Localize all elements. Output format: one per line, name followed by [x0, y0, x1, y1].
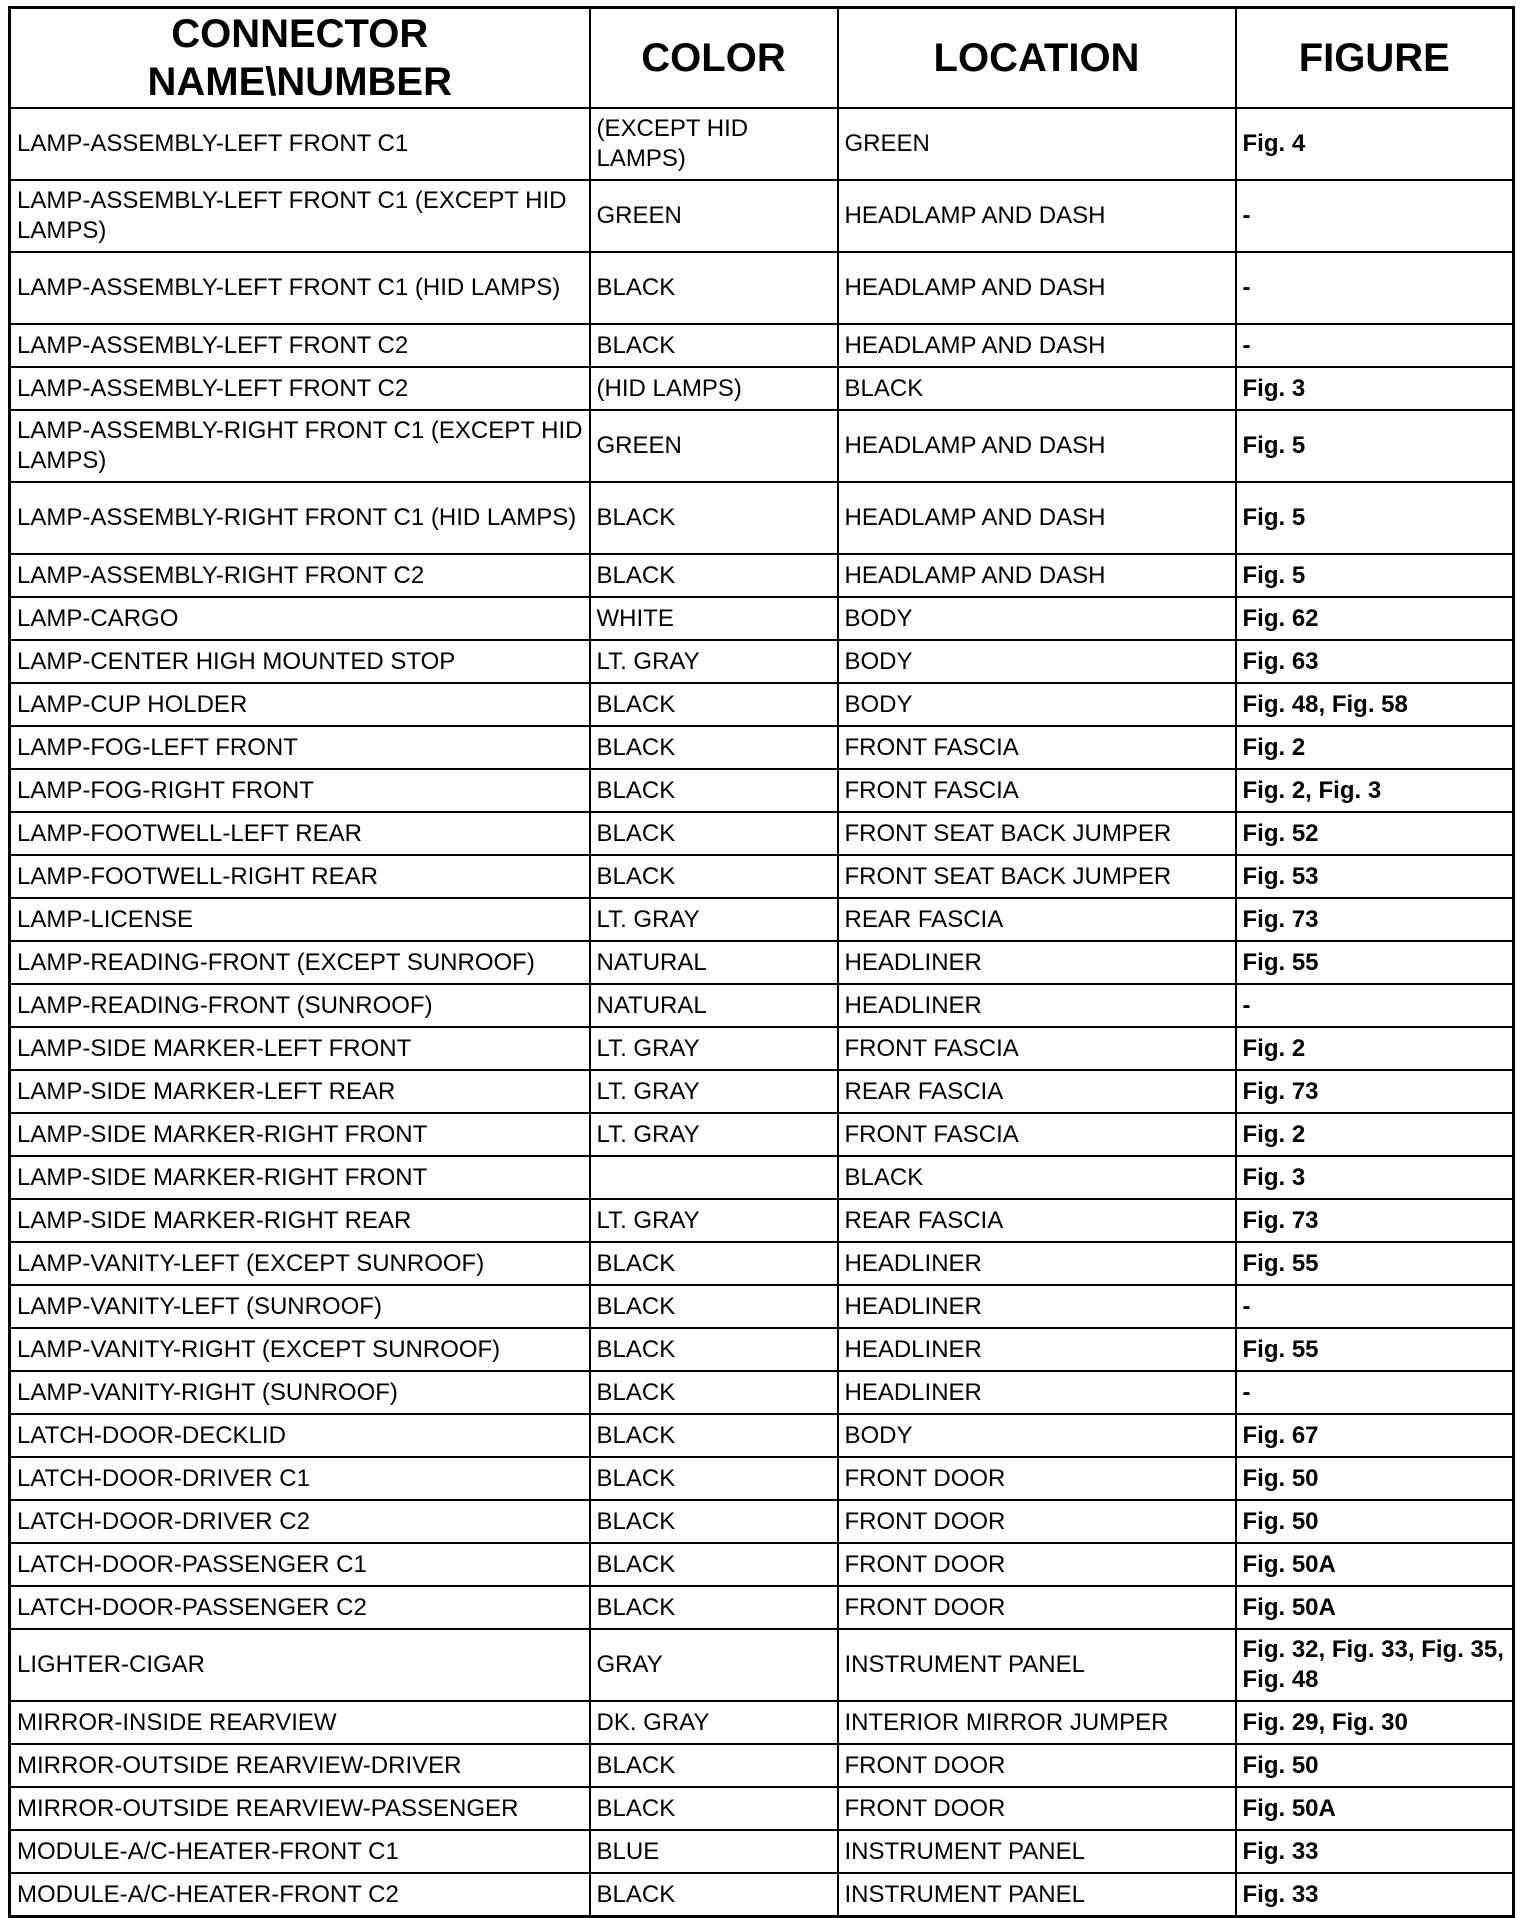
cell-location: FRONT FASCIA	[838, 726, 1236, 769]
cell-color: LT. GRAY	[590, 1113, 838, 1156]
cell-figure: Fig. 62	[1236, 597, 1514, 640]
table-row	[10, 554, 1514, 597]
cell-color: BLACK	[590, 252, 838, 324]
cell-location: BODY	[838, 640, 1236, 683]
cell-figure: -	[1236, 1285, 1514, 1328]
header-row	[10, 8, 1514, 109]
cell-color: BLACK	[590, 1500, 838, 1543]
cell-figure: Fig. 52	[1236, 812, 1514, 855]
cell-figure: Fig. 55	[1236, 1242, 1514, 1285]
table-row	[10, 1199, 1514, 1242]
table-row	[10, 108, 1514, 180]
cell-color: BLUE	[590, 1830, 838, 1873]
table-row	[10, 252, 1514, 324]
cell-color: LT. GRAY	[590, 898, 838, 941]
table-row	[10, 855, 1514, 898]
cell-color: (HID LAMPS)	[590, 367, 838, 410]
header-name-line1: CONNECTOR	[171, 12, 429, 56]
cell-connector-name: LAMP-ASSEMBLY-RIGHT FRONT C1 (EXCEPT HID LAMPS)	[10, 410, 590, 482]
cell-connector-name: LATCH-DOOR-PASSENGER C2	[10, 1586, 590, 1629]
cell-color: GREEN	[590, 410, 838, 482]
cell-color: (EXCEPT HID LAMPS)	[590, 108, 838, 180]
cell-connector-name: LAMP-FOG-LEFT FRONT	[10, 726, 590, 769]
cell-color	[590, 1156, 838, 1199]
cell-figure: Fig. 5	[1236, 482, 1514, 554]
cell-figure: Fig. 50	[1236, 1457, 1514, 1500]
table-row	[10, 1457, 1514, 1500]
cell-figure: -	[1236, 180, 1514, 252]
table-row	[10, 1371, 1514, 1414]
cell-figure: Fig. 73	[1236, 898, 1514, 941]
cell-connector-name: LAMP-VANITY-LEFT (EXCEPT SUNROOF)	[10, 1242, 590, 1285]
table-row	[10, 482, 1514, 554]
cell-color: NATURAL	[590, 984, 838, 1027]
cell-location: BODY	[838, 597, 1236, 640]
cell-figure: Fig. 32, Fig. 33, Fig. 35, Fig. 48	[1236, 1629, 1514, 1701]
table-body	[10, 108, 1514, 1917]
cell-color: BLACK	[590, 1787, 838, 1830]
table-row	[10, 1156, 1514, 1199]
cell-color: BLACK	[590, 726, 838, 769]
connector-table	[8, 6, 1515, 1918]
table-row	[10, 1242, 1514, 1285]
cell-location: HEADLINER	[838, 1242, 1236, 1285]
table-row	[10, 898, 1514, 941]
cell-color: BLACK	[590, 554, 838, 597]
cell-color: BLACK	[590, 812, 838, 855]
cell-color: BLACK	[590, 1543, 838, 1586]
cell-figure: Fig. 50A	[1236, 1787, 1514, 1830]
cell-figure: Fig. 3	[1236, 1156, 1514, 1199]
cell-color: LT. GRAY	[590, 640, 838, 683]
cell-color: BLACK	[590, 1457, 838, 1500]
cell-location: FRONT SEAT BACK JUMPER	[838, 855, 1236, 898]
cell-color: LT. GRAY	[590, 1199, 838, 1242]
table-row	[10, 324, 1514, 367]
cell-figure: Fig. 2	[1236, 1113, 1514, 1156]
cell-connector-name: MODULE-A/C-HEATER-FRONT C2	[10, 1873, 590, 1917]
cell-figure: Fig. 55	[1236, 1328, 1514, 1371]
cell-color: BLACK	[590, 769, 838, 812]
table-row	[10, 1586, 1514, 1629]
cell-location: HEADLINER	[838, 984, 1236, 1027]
cell-connector-name: LAMP-ASSEMBLY-LEFT FRONT C2	[10, 367, 590, 410]
cell-location: HEADLINER	[838, 941, 1236, 984]
cell-connector-name: LAMP-FOG-RIGHT FRONT	[10, 769, 590, 812]
cell-figure: Fig. 33	[1236, 1830, 1514, 1873]
cell-figure: Fig. 67	[1236, 1414, 1514, 1457]
cell-connector-name: LAMP-ASSEMBLY-LEFT FRONT C1	[10, 108, 590, 180]
cell-figure: Fig. 73	[1236, 1070, 1514, 1113]
cell-location: HEADLAMP AND DASH	[838, 252, 1236, 324]
cell-color: BLACK	[590, 1744, 838, 1787]
cell-figure: -	[1236, 252, 1514, 324]
cell-connector-name: LATCH-DOOR-DECKLID	[10, 1414, 590, 1457]
cell-figure: Fig. 50	[1236, 1744, 1514, 1787]
header-location: LOCATION	[838, 8, 1236, 109]
table-row	[10, 941, 1514, 984]
cell-location: BLACK	[838, 367, 1236, 410]
cell-color: BLACK	[590, 1873, 838, 1917]
header-name-line2: NAME\NUMBER	[147, 60, 452, 104]
cell-color: BLACK	[590, 1586, 838, 1629]
cell-location: HEADLINER	[838, 1285, 1236, 1328]
cell-figure: Fig. 4	[1236, 108, 1514, 180]
table-row	[10, 180, 1514, 252]
cell-location: HEADLAMP AND DASH	[838, 554, 1236, 597]
cell-location: FRONT FASCIA	[838, 769, 1236, 812]
cell-figure: Fig. 33	[1236, 1873, 1514, 1917]
table-row	[10, 1787, 1514, 1830]
cell-color: DK. GRAY	[590, 1701, 838, 1744]
table-row	[10, 597, 1514, 640]
cell-connector-name: LAMP-LICENSE	[10, 898, 590, 941]
cell-location: FRONT FASCIA	[838, 1027, 1236, 1070]
cell-connector-name: LAMP-SIDE MARKER-LEFT REAR	[10, 1070, 590, 1113]
table-row	[10, 410, 1514, 482]
cell-figure: Fig. 50A	[1236, 1586, 1514, 1629]
cell-location: HEADLAMP AND DASH	[838, 482, 1236, 554]
cell-figure: Fig. 50	[1236, 1500, 1514, 1543]
cell-connector-name: LAMP-CUP HOLDER	[10, 683, 590, 726]
cell-connector-name: LATCH-DOOR-PASSENGER C1	[10, 1543, 590, 1586]
table-row	[10, 1629, 1514, 1701]
cell-location: BLACK	[838, 1156, 1236, 1199]
table-row	[10, 1414, 1514, 1457]
cell-location: FRONT FASCIA	[838, 1113, 1236, 1156]
cell-color: BLACK	[590, 683, 838, 726]
cell-connector-name: LIGHTER-CIGAR	[10, 1629, 590, 1701]
cell-location: FRONT DOOR	[838, 1744, 1236, 1787]
cell-color: BLACK	[590, 1414, 838, 1457]
cell-color: LT. GRAY	[590, 1070, 838, 1113]
table-row	[10, 1830, 1514, 1873]
cell-location: INSTRUMENT PANEL	[838, 1830, 1236, 1873]
cell-connector-name: LAMP-FOOTWELL-RIGHT REAR	[10, 855, 590, 898]
cell-figure: Fig. 48, Fig. 58	[1236, 683, 1514, 726]
cell-location: HEADLINER	[838, 1328, 1236, 1371]
cell-figure: Fig. 2, Fig. 3	[1236, 769, 1514, 812]
cell-location: REAR FASCIA	[838, 898, 1236, 941]
cell-figure: Fig. 50A	[1236, 1543, 1514, 1586]
cell-figure: Fig. 5	[1236, 554, 1514, 597]
cell-figure: Fig. 73	[1236, 1199, 1514, 1242]
cell-color: GRAY	[590, 1629, 838, 1701]
table-row	[10, 683, 1514, 726]
table-header	[10, 8, 1514, 109]
cell-location: INTERIOR MIRROR JUMPER	[838, 1701, 1236, 1744]
cell-color: BLACK	[590, 1242, 838, 1285]
cell-connector-name: LAMP-VANITY-RIGHT (SUNROOF)	[10, 1371, 590, 1414]
cell-connector-name: LAMP-SIDE MARKER-RIGHT FRONT	[10, 1113, 590, 1156]
table-row	[10, 1543, 1514, 1586]
cell-location: REAR FASCIA	[838, 1070, 1236, 1113]
cell-figure: Fig. 53	[1236, 855, 1514, 898]
cell-color: NATURAL	[590, 941, 838, 984]
table-row	[10, 1113, 1514, 1156]
cell-connector-name: MIRROR-OUTSIDE REARVIEW-DRIVER	[10, 1744, 590, 1787]
cell-connector-name: LAMP-ASSEMBLY-RIGHT FRONT C1 (HID LAMPS)	[10, 482, 590, 554]
header-figure: FIGURE	[1236, 8, 1514, 109]
cell-connector-name: LAMP-ASSEMBLY-RIGHT FRONT C2	[10, 554, 590, 597]
cell-figure: Fig. 2	[1236, 1027, 1514, 1070]
cell-figure: -	[1236, 1371, 1514, 1414]
cell-location: FRONT DOOR	[838, 1457, 1236, 1500]
cell-connector-name: LAMP-VANITY-LEFT (SUNROOF)	[10, 1285, 590, 1328]
cell-connector-name: LAMP-ASSEMBLY-LEFT FRONT C1 (EXCEPT HID LAMPS)	[10, 180, 590, 252]
cell-figure: Fig. 29, Fig. 30	[1236, 1701, 1514, 1744]
cell-connector-name: LAMP-ASSEMBLY-LEFT FRONT C1 (HID LAMPS)	[10, 252, 590, 324]
cell-connector-name: MODULE-A/C-HEATER-FRONT C1	[10, 1830, 590, 1873]
table-row	[10, 1070, 1514, 1113]
table-row	[10, 1500, 1514, 1543]
cell-location: BODY	[838, 1414, 1236, 1457]
table-row	[10, 1873, 1514, 1917]
cell-figure: Fig. 3	[1236, 367, 1514, 410]
cell-color: BLACK	[590, 1328, 838, 1371]
cell-location: REAR FASCIA	[838, 1199, 1236, 1242]
table-row	[10, 726, 1514, 769]
cell-connector-name: LAMP-SIDE MARKER-RIGHT FRONT	[10, 1156, 590, 1199]
table-row	[10, 1701, 1514, 1744]
table-row	[10, 1027, 1514, 1070]
cell-location: BODY	[838, 683, 1236, 726]
table-row	[10, 812, 1514, 855]
cell-color: LT. GRAY	[590, 1027, 838, 1070]
cell-location: GREEN	[838, 108, 1236, 180]
cell-connector-name: LAMP-CARGO	[10, 597, 590, 640]
cell-location: FRONT DOOR	[838, 1787, 1236, 1830]
cell-connector-name: LAMP-SIDE MARKER-RIGHT REAR	[10, 1199, 590, 1242]
cell-connector-name: LAMP-READING-FRONT (EXCEPT SUNROOF)	[10, 941, 590, 984]
cell-connector-name: LAMP-SIDE MARKER-LEFT FRONT	[10, 1027, 590, 1070]
table-row	[10, 1285, 1514, 1328]
cell-color: BLACK	[590, 855, 838, 898]
cell-connector-name: LATCH-DOOR-DRIVER C2	[10, 1500, 590, 1543]
cell-color: GREEN	[590, 180, 838, 252]
cell-figure: Fig. 55	[1236, 941, 1514, 984]
cell-location: FRONT DOOR	[838, 1586, 1236, 1629]
cell-location: HEADLINER	[838, 1371, 1236, 1414]
cell-location: HEADLAMP AND DASH	[838, 324, 1236, 367]
cell-color: BLACK	[590, 1371, 838, 1414]
table-row	[10, 367, 1514, 410]
cell-connector-name: MIRROR-INSIDE REARVIEW	[10, 1701, 590, 1744]
cell-figure: -	[1236, 324, 1514, 367]
header-connector-name	[10, 8, 590, 109]
cell-connector-name: LAMP-VANITY-RIGHT (EXCEPT SUNROOF)	[10, 1328, 590, 1371]
cell-color: BLACK	[590, 1285, 838, 1328]
cell-figure: Fig. 63	[1236, 640, 1514, 683]
cell-color: WHITE	[590, 597, 838, 640]
connector-table-wrapper	[8, 6, 1512, 1918]
cell-color: BLACK	[590, 324, 838, 367]
cell-location: HEADLAMP AND DASH	[838, 410, 1236, 482]
table-row	[10, 640, 1514, 683]
table-row	[10, 984, 1514, 1027]
cell-location: FRONT DOOR	[838, 1500, 1236, 1543]
cell-connector-name: LAMP-READING-FRONT (SUNROOF)	[10, 984, 590, 1027]
table-row	[10, 1328, 1514, 1371]
cell-connector-name: LAMP-FOOTWELL-LEFT REAR	[10, 812, 590, 855]
cell-connector-name: LAMP-CENTER HIGH MOUNTED STOP	[10, 640, 590, 683]
table-row	[10, 769, 1514, 812]
cell-figure: Fig. 5	[1236, 410, 1514, 482]
table-row	[10, 1744, 1514, 1787]
cell-figure: -	[1236, 984, 1514, 1027]
cell-location: INSTRUMENT PANEL	[838, 1873, 1236, 1917]
cell-figure: Fig. 2	[1236, 726, 1514, 769]
cell-location: HEADLAMP AND DASH	[838, 180, 1236, 252]
header-color: COLOR	[590, 8, 838, 109]
cell-location: INSTRUMENT PANEL	[838, 1629, 1236, 1701]
cell-color: BLACK	[590, 482, 838, 554]
cell-location: FRONT SEAT BACK JUMPER	[838, 812, 1236, 855]
cell-connector-name: MIRROR-OUTSIDE REARVIEW-PASSENGER	[10, 1787, 590, 1830]
cell-connector-name: LAMP-ASSEMBLY-LEFT FRONT C2	[10, 324, 590, 367]
cell-location: FRONT DOOR	[838, 1543, 1236, 1586]
cell-connector-name: LATCH-DOOR-DRIVER C1	[10, 1457, 590, 1500]
